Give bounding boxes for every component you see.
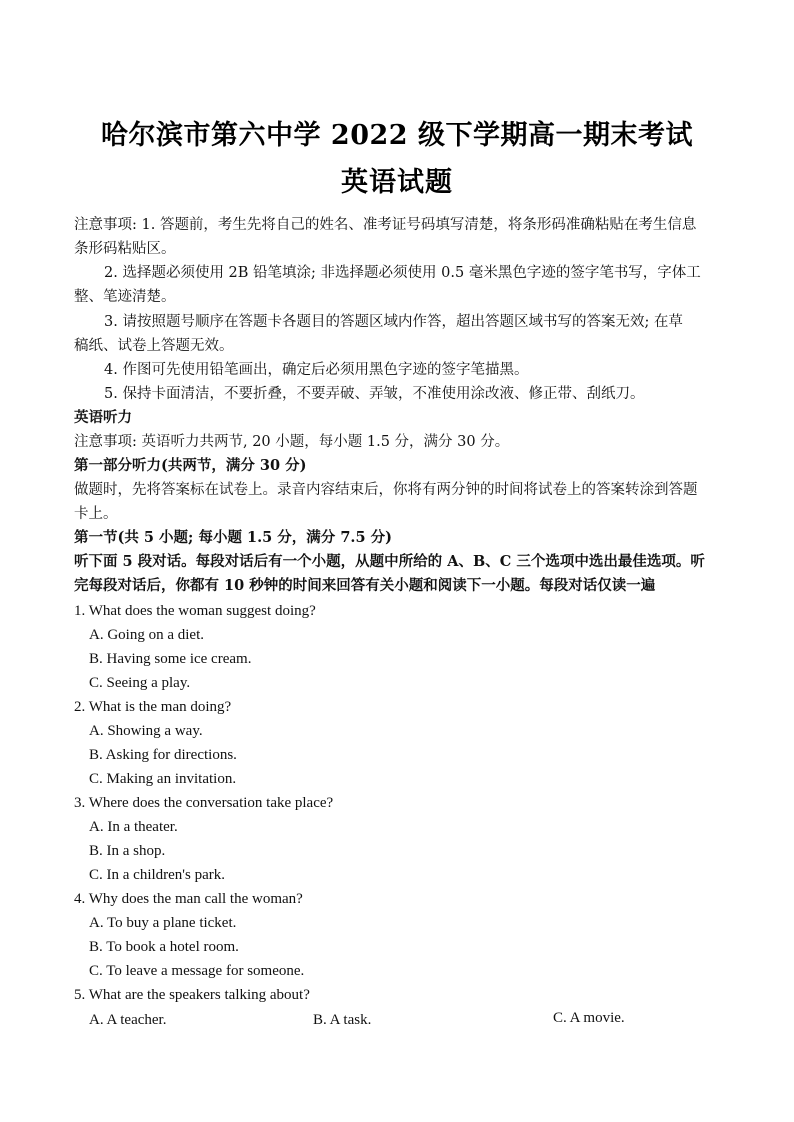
question-5-stem: 5. What are the speakers talking about? xyxy=(74,987,310,1003)
part1-heading: 第一部分听力(共两节，满分 30 分) xyxy=(74,457,307,474)
note-line-1b: 条形码粘贴区。 xyxy=(74,241,176,257)
question-2-option-c[interactable]: C. Making an invitation. xyxy=(89,771,237,787)
question-4-option-b[interactable]: B. To book a hotel room. xyxy=(89,939,239,955)
section1-instruction-b: 完每段对话后，你都有 10 秒钟的时间来回答有关小题和阅读下一小题。每段对话仅读一遍 xyxy=(74,577,656,594)
question-2-option-a[interactable]: A. Showing a way. xyxy=(89,723,203,739)
note-line-5: 5. 保持卡面清洁，不要折叠，不要弄破、弄皱，不准使用涂改液、修正带、刮纸刀。 xyxy=(104,386,645,402)
section1-heading: 第一节(共 5 小题; 每小题 1.5 分，满分 7.5 分) xyxy=(74,529,392,546)
question-3-option-a[interactable]: A. In a theater. xyxy=(89,819,178,835)
question-2-option-b[interactable]: B. Asking for directions. xyxy=(89,747,237,763)
question-4-stem: 4. Why does the man call the woman? xyxy=(74,891,303,907)
question-1-option-c[interactable]: C. Seeing a play. xyxy=(89,675,191,691)
question-1-stem: 1. What does the woman suggest doing? xyxy=(74,603,316,619)
question-2-stem: 2. What is the man doing? xyxy=(74,699,232,715)
question-5-option-b[interactable]: B. A task. xyxy=(313,1012,372,1028)
note-line-2: 2. 选择题必须使用 2B 铅笔填涂; 非选择题必须使用 0.5 毫米黑色字迹的签字笔书写，字体工 xyxy=(104,265,701,281)
question-3-stem: 3. Where does the conversation take place? xyxy=(74,795,334,811)
section1-instruction: 听下面 5 段对话。每段对话后有一个小题，从题中所给的 A、B、C 三个选项中选出最佳选项。听 xyxy=(74,553,705,570)
question-5-option-c[interactable]: C. A movie. xyxy=(553,1010,625,1026)
question-3-option-c[interactable]: C. In a children's park. xyxy=(89,867,225,883)
page-title: 哈尔滨市第六中学 2022 级下学期高一期末考试 xyxy=(101,120,693,151)
note-line-1: 注意事项: 1. 答题前，考生先将自己的姓名、准考证号码填写清楚，将条形码准确粘贴在考生信息 xyxy=(74,217,697,233)
listening-heading: 英语听力 xyxy=(74,409,132,426)
note-line-4: 4. 作图可先使用铅笔画出，确定后必须用黑色字迹的签字笔描黑。 xyxy=(104,362,529,378)
part1-text-b: 卡上。 xyxy=(74,506,118,522)
part1-text: 做题时，先将答案标在试卷上。录音内容结束后，你将有两分钟的时间将试卷上的答案转涂到答题 xyxy=(74,482,698,498)
page-subtitle: 英语试题 xyxy=(341,167,453,198)
question-4-option-c[interactable]: C. To leave a message for someone. xyxy=(89,963,305,979)
listening-note: 注意事项: 英语听力共两节, 20 小题，每小题 1.5 分，满分 30 分。 xyxy=(74,434,510,450)
question-1-option-b[interactable]: B. Having some ice cream. xyxy=(89,651,252,667)
question-3-option-b[interactable]: B. In a shop. xyxy=(89,843,166,859)
question-4-option-a[interactable]: A. To buy a plane ticket. xyxy=(89,915,237,931)
note-line-2b: 整、笔迹清楚。 xyxy=(74,289,176,305)
question-5-option-a[interactable]: A. A teacher. xyxy=(89,1012,167,1028)
question-1-option-a[interactable]: A. Going on a diet. xyxy=(89,627,204,643)
note-line-3b: 稿纸、试卷上答题无效。 xyxy=(74,338,234,354)
note-line-3: 3. 请按照题号顺序在答题卡各题目的答题区域内作答，超出答题区域书写的答案无效; 在草 xyxy=(104,314,683,330)
